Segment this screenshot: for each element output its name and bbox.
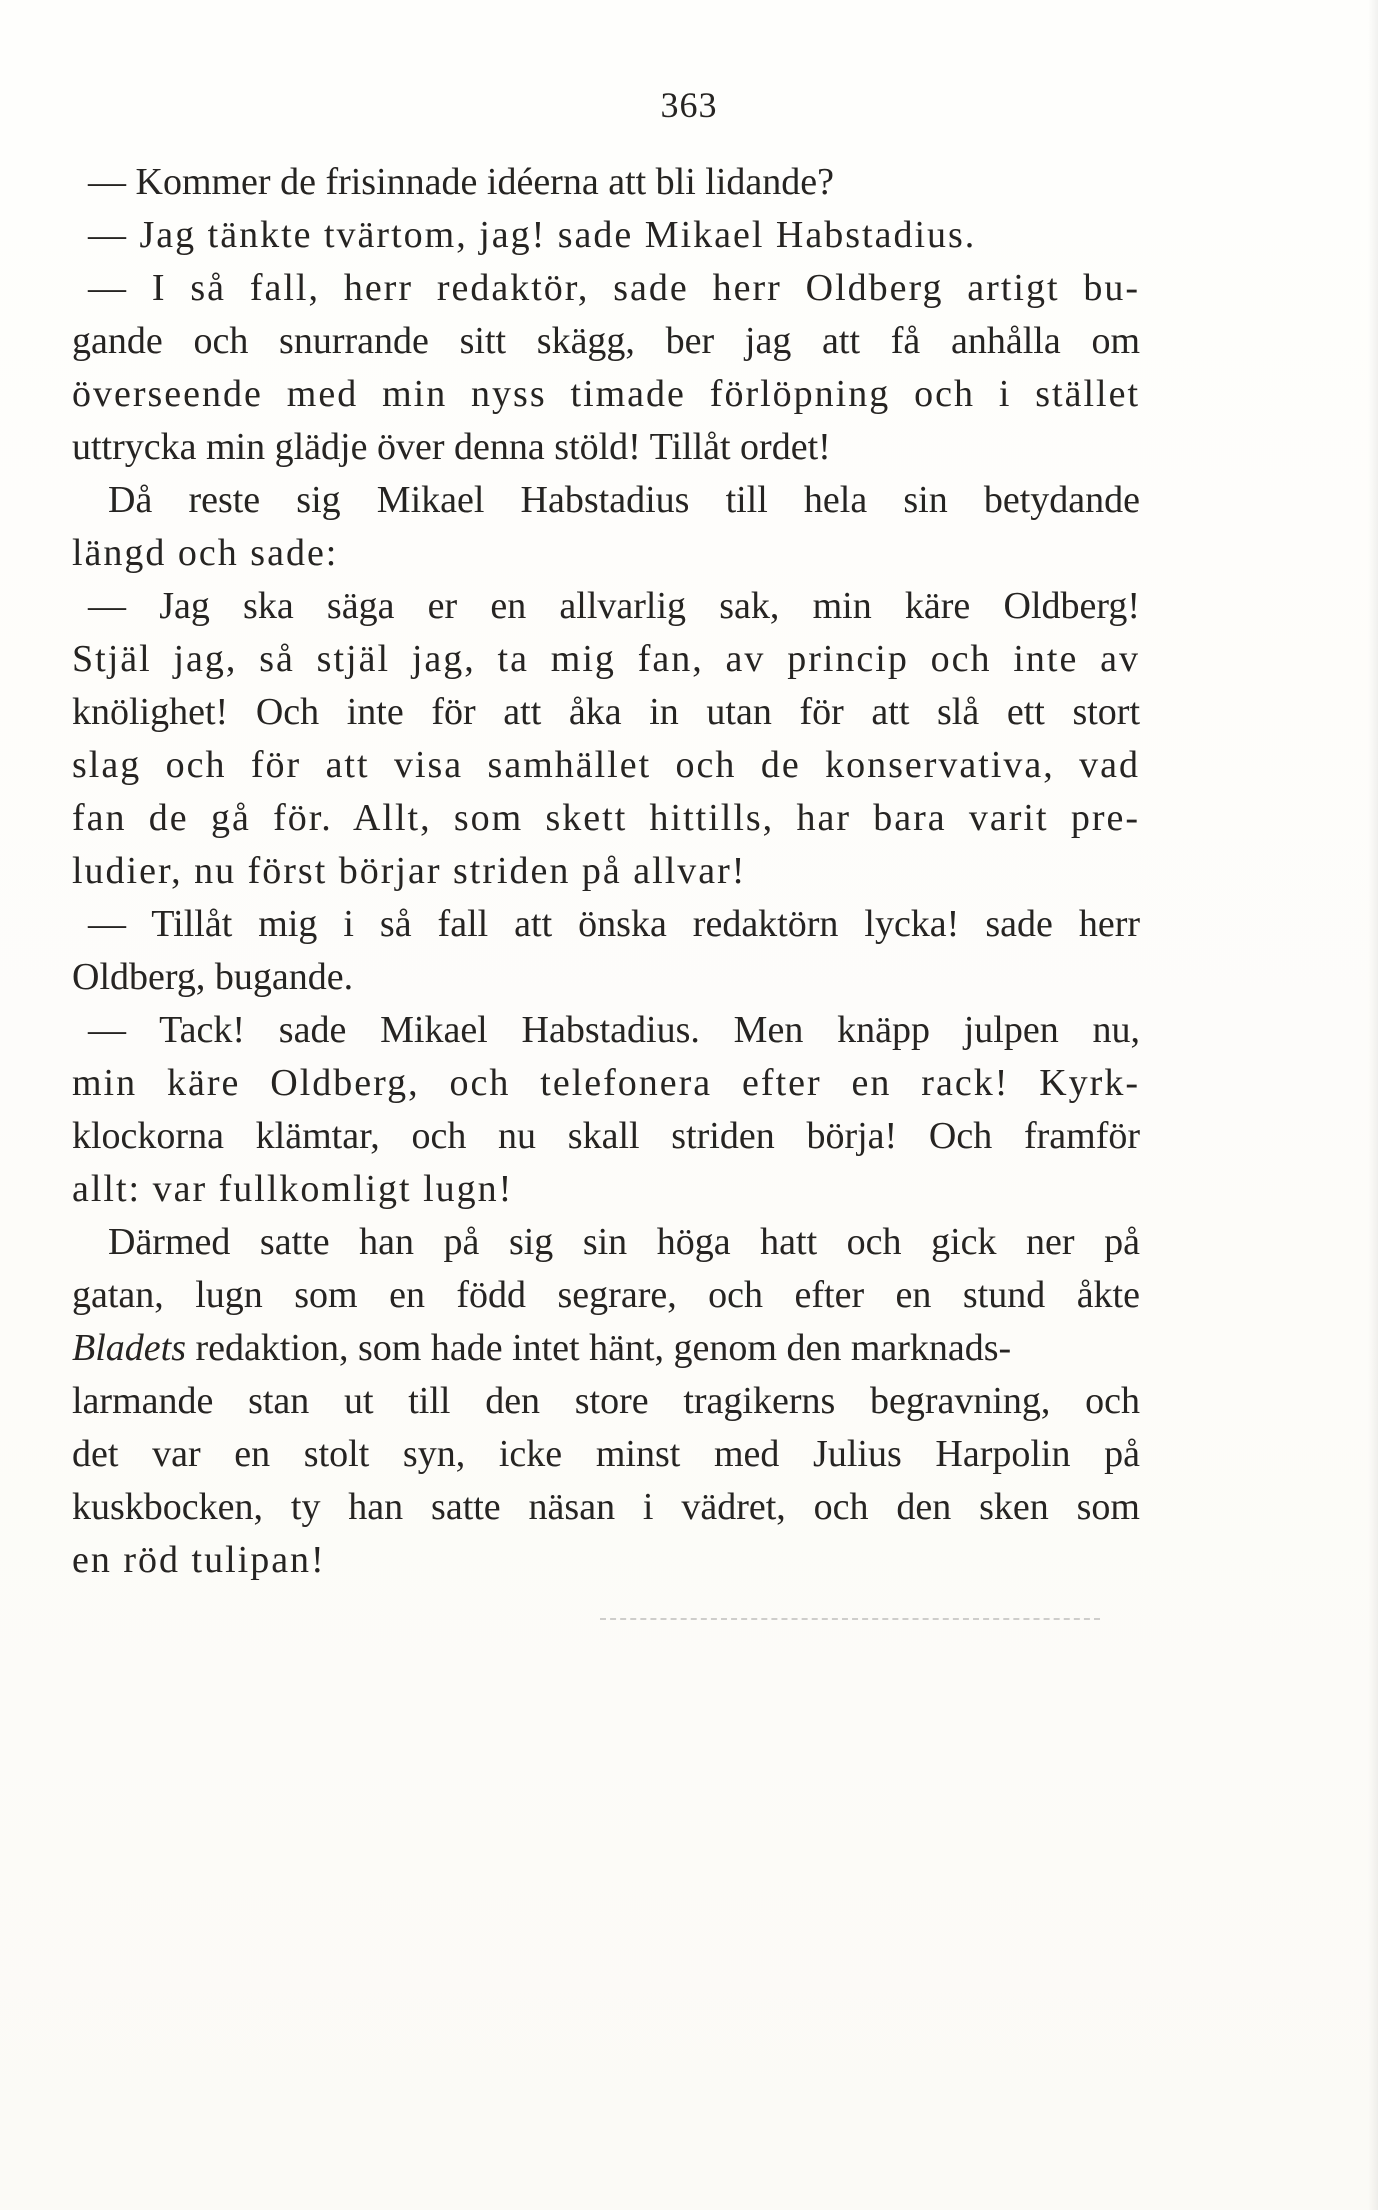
text-line-2: — Jag tänkte tvärtom, jag! sade Mikael Habstadius.	[88, 214, 977, 256]
text-line-24: larmande stan ut till den store tragikerns begravning, och	[72, 1380, 1140, 1422]
text-line-15: — Tillåt mig i så fall att önska redaktörn lycka! sade herr	[88, 903, 1140, 945]
italic-title-bladets: Bladets	[72, 1327, 186, 1369]
text-line-22: gatan, lugn som en född segrare, och efter en stund åkte	[72, 1274, 1140, 1316]
text-line-12: slag och för att visa samhället och de konservativa, vad	[72, 744, 1140, 786]
text-line-16: Oldberg, bugande.	[72, 956, 354, 998]
text-line-17: — Tack! sade Mikael Habstadius. Men knäpp julpen nu,	[88, 1009, 1140, 1051]
text-line-9: — Jag ska säga er en allvarlig sak, min käre Oldberg!	[88, 585, 1140, 627]
text-line-18: min käre Oldberg, och telefonera efter en rack! Kyrk-	[72, 1062, 1140, 1104]
page-number: 363	[660, 85, 718, 125]
text-line-26: kuskbocken, ty han satte näsan i vädret, och den sken som	[72, 1486, 1140, 1528]
text-line-19: klockorna klämtar, och nu skall striden börja! Och framför	[72, 1115, 1140, 1157]
text-line-11: knölighet! Och inte för att åka in utan för att slå ett stort	[72, 691, 1140, 733]
text-line-14: ludier, nu först börjar striden på allvar!	[72, 850, 747, 892]
text-line-21: Därmed satte han på sig sin höga hatt och gick ner på	[108, 1221, 1140, 1263]
text-line-7: Då reste sig Mikael Habstadius till hela sin betydande	[108, 479, 1140, 521]
text-line-27: en röd tulipan!	[72, 1539, 326, 1581]
text-line-13: fan de gå för. Allt, som skett hittills, har bara varit pre-	[72, 797, 1140, 839]
text-line-5: överseende med min nyss timade förlöpning och i stället	[72, 373, 1140, 415]
text-line-20: allt: var fullkomligt lugn!	[72, 1168, 514, 1210]
text-line-3: — I så fall, herr redaktör, sade herr Oldberg artigt bu-	[88, 267, 1140, 309]
page-edge-shadow	[1368, 0, 1378, 2210]
text-line-8: längd och sade:	[72, 532, 339, 574]
text-line-25: det var en stolt syn, icke minst med Julius Harpolin på	[72, 1433, 1140, 1475]
end-rule-dotted	[600, 1618, 1100, 1624]
text-line-1: — Kommer de frisinnade idéerna att bli lidande?	[88, 161, 835, 203]
text-line-23	[72, 1324, 1140, 1372]
text-line-10: Stjäl jag, så stjäl jag, ta mig fan, av princip och inte av	[72, 638, 1140, 680]
text-line-23-rest: redaktion, som hade intet hänt, genom den marknads-	[195, 1327, 1012, 1369]
text-line-6: uttrycka min glädje över denna stöld! Tillåt ordet!	[72, 426, 831, 468]
text-line-4: gande och snurrande sitt skägg, ber jag att få anhålla om	[72, 320, 1140, 362]
